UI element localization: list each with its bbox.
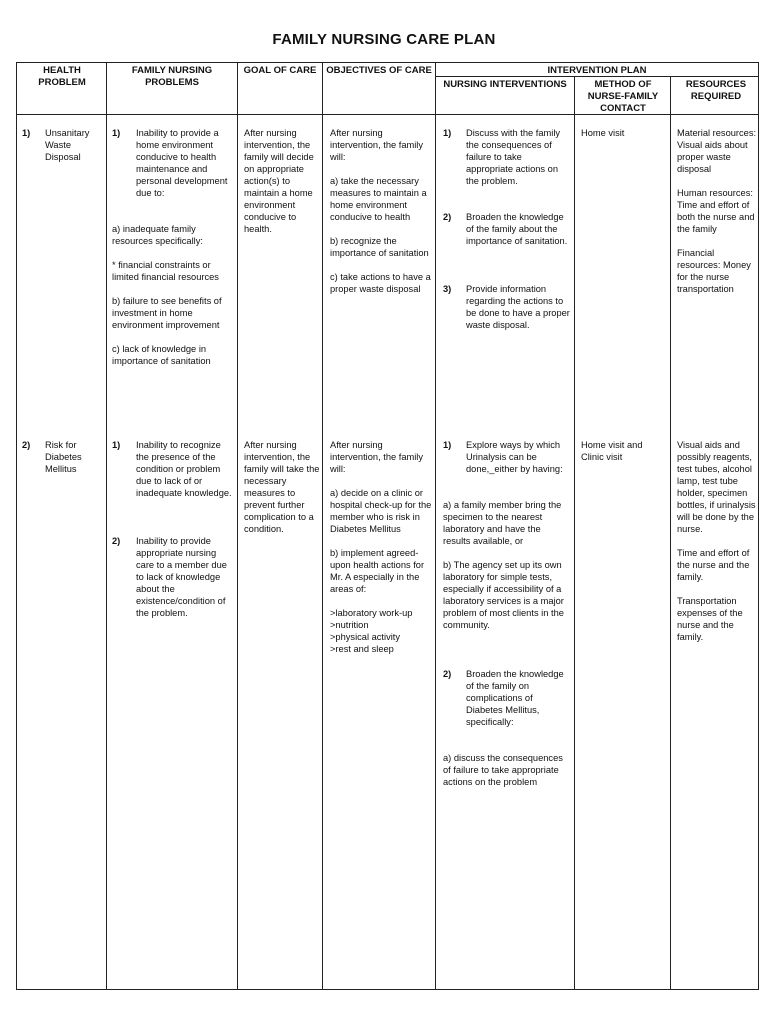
row-1-int-3-number: 3) [443,284,452,294]
row-2-fnp-2-number: 2) [112,536,121,546]
row-2-res-2: Time and effort of the nurse and the family. [677,548,750,582]
row-1-res-human: Human resources: Time and effort of both the nurse and the family [677,188,755,234]
row-2-int-2a: a) discuss the consequences of failure to take appropriate actions on the problem [443,753,563,787]
row-1-obj-c: c) take actions to have a proper waste disposal [330,272,431,294]
row-1-int-2-number: 2) [443,212,452,222]
row-1-res-financial: Financial resources: Money for the nurse transportation [677,248,751,294]
row-1-number: 1) [22,128,31,138]
column-divider [322,62,323,990]
row-2-obj-intro: After nursing intervention, the family will: [330,440,424,474]
row-2-int-1b: b) The agency set up its own laboratory for simple tests, especially if accessibility of a laboratory services is a major problem of most clients in the community. [443,560,564,630]
row-2-obj-a: a) decide on a clinic or hospital check-up for the member who is risk in Diabetes Mellitus [330,488,432,534]
row-1-objectives [330,127,432,295]
row-2-int-1: Explore ways by which Urinalysis can be done,_either by having: [466,440,563,474]
header-method-of-contact: METHOD OF NURSE-FAMILY CONTACT [587,79,659,114]
row-2-res-1: Visual aids and possibly reagents, test tubes, alcohol lamp, test tube holder, specimen bottles, if urinalysis will be done by the nurse. [677,440,756,534]
list-item: >laboratory work-up [330,608,413,618]
row-2-goal: After nursing intervention, the family will take the necessary measures to prevent further complication to a condition. [244,440,320,534]
header-objectives-of-care: OBJECTIVES OF CARE [326,65,432,76]
list-item: >nutrition [330,620,369,630]
column-divider [670,76,671,990]
row-2-int-1a: a) a family member bring the specimen to the nearest laboratory and have the results available, or [443,500,562,546]
row-2-fnp-1: Inability to recognize the presence of the condition or problem due to lack of or inadequate knowledge. [136,440,232,498]
row-2-fnp-1-number: 1) [112,440,121,450]
row-2-int-1-options [443,499,570,631]
row-1-fnp-number: 1) [112,128,121,138]
row-2-objectives [330,439,432,655]
row-1-resources [677,127,757,295]
list-item: >rest and sleep [330,644,394,654]
row-2-method: Home visit and Clinic visit [581,440,643,462]
row-2-int-2: Broaden the knowledge of the family on complications of Diabetes Mellitus, specifically: [466,669,564,727]
row-1-int-3: Provide information regarding the actions to be done to have a proper waste disposal. [466,284,570,330]
page-title: FAMILY NURSING CARE PLAN [272,31,496,48]
row-1-health-problem: Unsanitary Waste Disposal [45,128,90,162]
row-2-obj-b: b) implement agreed-upon health actions for Mr. A especially in the areas of: [330,548,425,594]
row-1-int-2: Broaden the knowledge of the family about the importance of sanitation. [466,212,568,246]
header-nursing-interventions: NURSING INTERVENTIONS [443,79,567,90]
row-2-obj-list [330,607,432,655]
column-divider [237,62,238,990]
row-1-fnp-a-detail: * financial constraints or limited financial resources [112,260,219,282]
row-1-int-1-number: 1) [443,128,452,138]
header-health-problem: HEALTH PROBLEM [38,65,86,88]
row-1-fnp-b: b) failure to see benefits of investment in home environment improvement [112,296,222,330]
row-1-method: Home visit [581,128,625,138]
header-intervention-plan: INTERVENTION PLAN [547,65,647,76]
row-1-int-1: Discuss with the family the consequences of failure to take appropriate actions on the problem. [466,128,561,186]
column-divider [435,62,436,990]
column-divider [106,62,107,990]
row-1-res-material: Material resources: Visual aids about proper waste disposal [677,128,757,174]
header-goal-of-care: GOAL OF CARE [243,65,317,76]
row-2-resources [677,439,757,643]
row-1-obj-a: a) take the necessary measures to maintain a home environment conducive to health [330,176,427,222]
row-1-fnp-c: c) lack of knowledge in importance of sanitation [112,344,211,366]
row-1-fnp-main: Inability to provide a home environment conducive to health maintenance and personal development due to: [136,128,228,198]
row-1-fnp-details [112,223,234,367]
row-2-fnp-2: Inability to provide appropriate nursing care to a member due to lack of knowledge about the existence/condition of the problem. [136,536,227,618]
row-2-res-3: Transportation expenses of the nurse and the family. [677,596,743,642]
row-1-fnp-a: a) inadequate family resources specifically: [112,224,203,246]
header-family-nursing-problems: FAMILY NURSING PROBLEMS [131,65,213,88]
row-2-number: 2) [22,440,31,450]
row-1-goal: After nursing intervention, the family will decide on appropriate action(s) to maintain a home environment conducive to health. [244,128,314,234]
header-resources-required: RESOURCES REQUIRED [685,79,747,102]
row-2-health-problem: Risk for Diabetes Mellitus [45,440,82,474]
row-1-obj-b: b) recognize the importance of sanitation [330,236,429,258]
row-2-int-2-number: 2) [443,669,452,679]
row-1-obj-intro: After nursing intervention, the family will: [330,128,424,162]
column-divider [574,76,575,990]
row-2-int-1-number: 1) [443,440,452,450]
list-item: >physical activity [330,632,401,642]
